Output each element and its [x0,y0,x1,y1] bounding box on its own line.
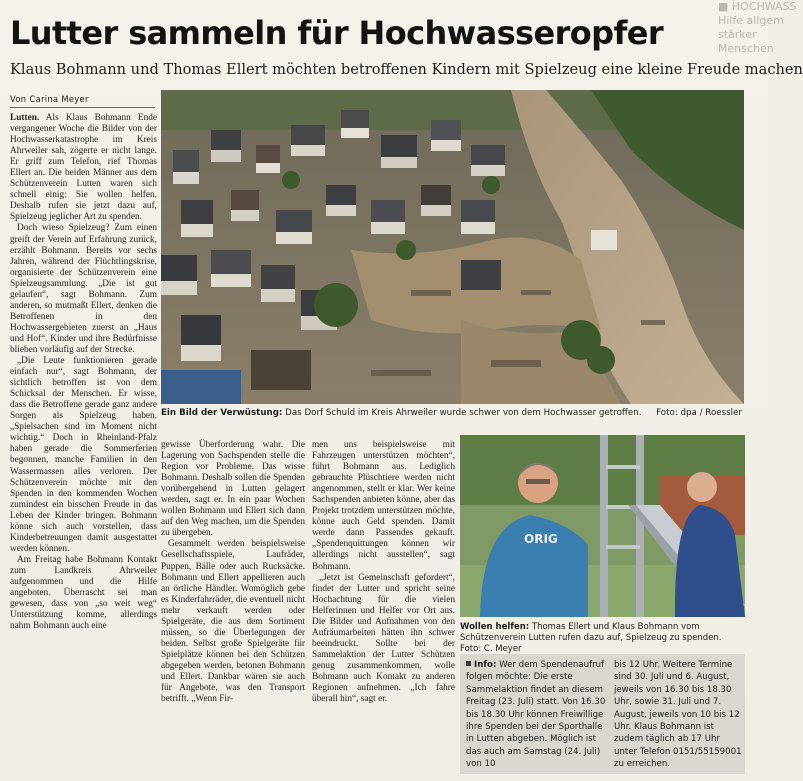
paragraph: men uns beispielsweise mit Fahrzeugen unterstützen möchten“, führt Bohmann aus. Lediglich gebrauchte Plüschtiere werden nicht angenommen, stellt er klar. Wer keine Sachspenden anbieten könne, aber das Projekt trotzdem unterstützen möchte, könne auch Geld spenden. Damit werde dann Passendes gekauft. „Spendenquittungen können wir allerdings nicht ausstellen“, sagt Bohmann. [312,440,455,572]
info-column-2 [614,659,742,771]
caption-text: Das Dorf Schuld im Kreis Ahrweiler wurde schwer von dem Hochwasser getroffen. [282,408,642,418]
info-text: bis 12 Uhr. Weitere Termine sind 30. Juli und 6. August, jeweils von 16.30 bis 18.30 Uhr, sowie 31. Juli und 7. August, jeweils von 10 bis 12 Uhr. Klaus Bohmann ist zudem täglich ab 17 Uhr unter Telefon 0151/55159001 zu erreichen. [614,660,742,770]
paragraph: gewisse Überforderung wahr. Die Lagerung von Sachspenden stelle die Region vor Probleme. Das wisse Bohmann. Deshalb sollen die Spenden vorübergehend in Lutten gelagert werden, sagt er. In ein paar Wochen wollen Bohmann und Ellert sich dann auf den Weg machen, um die Spenden zu übergeben. [161,440,305,539]
flood-aerial-illustration [161,90,744,404]
info-column-1 [466,659,606,771]
volunteers-illustration [460,435,745,617]
caption-lead: Wollen helfen: [460,622,530,632]
paragraph: Gesammelt werden beispielsweise Gesellschaftsspiele, Laufräder, Puppen, Bälle oder auch Rucksäcke. Bohmann und Ellert appellieren auch an örtliche Händler. Womöglich gebe es Kinderfahrräder, die eventuell nicht mehr verkauft werden oder Spielgeräte, die aus dem Sortiment müssen, so die Überlegungen der beiden. Selbst große Spielgeräte für Spielplätze können bei den Schützen abgegeben werden, betonen Bohmann und Ellert. Dankbar wären sie auch für Angebote, was den Transport betrifft. „Wenn Fir- [161,539,305,705]
caption-lead: Ein Bild der Verwüstung: [161,408,283,418]
shirt-print: ORIG [524,532,558,546]
info-text: Wer dem Spendenaufruf folgen möchte: Die erste Sammelaktion findet an diesem Freitag (23. Juli) statt. Von 16.30 bis 18.30 Uhr können Freiwillige ihre Spenden bei der Sporthalle in Lutten abgeben. Möglich ist das auch am Samstag (24. Juli) von 10 [466,660,606,770]
article-byline: Von Carina Meyer [10,94,155,108]
paragraph [10,113,157,223]
paragraph: Doch wieso Spielzeug? Zum einen greift der Verein auf Erfahrung zurück, erzählt Bohmann. Bereits vor sechs Jahren, während der Flüchtlingskrise, organisierte der Schützenverein eine Spielzeugsammlung. „Die ist gut gelaufen“, sagt Bohmann. Zum anderen, so mutmaßt Ellert, denken die Betroffenen in den Hochwassergebieten zuerst an „Haus und Hof“. Kinder und ihre Bedürfnisse blieben vorläufig auf der Strecke. [10,223,157,355]
paragraph: Am Freitag habe Bohmann Kontakt zum Landkreis Ahrweiler aufgenommen und die Hilfe angeboten. Überrascht sei man gewesen, dass von „so weit weg“ Unterstützung komme, allerdings nahm Bohmann auch eine [10,554,157,632]
text-column-2 [161,440,305,780]
strip-line: ■ HOCHWASS [718,0,797,13]
strip-line: Hilfe allgem [718,14,784,27]
photo-credit: Foto: dpa / Roessler [656,408,742,418]
strip-line: Menschen [718,42,774,55]
paragraph: „Jetzt ist Gemeinschaft gefordert“, findet der Lutter und spricht seine Hochachtung für die vielen Helferinnen und Helfer vor Ort aus. Die Bilder und Aufnahmen von den Aufräumarbeiten hätten ihn schwer beeindruckt. Sollte bei der Sammelaktion der Lutter Schützen genug zusammenkommen, wolle Bohmann auch Kontakt zu anderen Regionen aufnehmen. „Ich fahre überall hin“, sagt er. [312,572,455,705]
flood-aerial-photo [161,90,744,404]
dateline: Lutten. [10,113,40,123]
article-headline: Lutter sammeln für Hochwasseropfer [10,14,664,52]
text-column-3 [312,440,455,780]
volunteers-photo [460,435,745,617]
donation-info-box [460,654,745,774]
paragraph: „Die Leute funktionieren gerade einfach nur“, sagt Bohmann, der sichtlich betroffen ist von dem Schicksal der Menschen. Er wisse, dass die Betroffene gerade ganz andere Sorgen als Spielzeug haben. „Spielsachen sind im Moment nicht wichtig.“ Doch in Rheinland-Pfalz haben gerade die Sommerferien begonnen, manche Familien in den Wassermassen alles verloren. Der Schützenverein möchte mit den Spenden in den kommenden Wochen zumindest ein bisschen Freude in das Leben der Kinder bringen. Bohmann könne sich auch vorstellen, dass Kinderbetreuungen damit ausgestattet werden können. [10,356,157,554]
info-label: Info: [474,660,497,670]
article-subheadline: Klaus Bohmann und Thomas Ellert möchten betroffenen Kindern mit Spielzeug eine kleine Freude machen [10,61,803,78]
info-bullet-icon [466,661,471,666]
main-photo-caption [161,408,744,418]
paragraph-text: Als Klaus Bohmann Ende vergangener Woche die Bilder von der Hochwasserkatastrophe im Kreis Ahrweiler sah, zögerte er nicht lange. Er griff zum Telefon, rief Thomas Ellert an. Die beiden Männer aus dem Schützenverein Lutten waren sich schnell einig: Sie wollen helfen. Deshalb rufen sie jetzt dazu auf, Spielzeug jeglicher Art zu spenden. [10,113,157,223]
text-column-1 [10,113,157,778]
caption-text: Thomas Ellert und Klaus Bohmann vom Schützenverein Lutten rufen dazu auf, Spielzeug zu spenden. Foto: C. Meyer [460,622,722,654]
small-photo-caption [460,622,745,655]
strip-line: stärker [718,28,757,41]
